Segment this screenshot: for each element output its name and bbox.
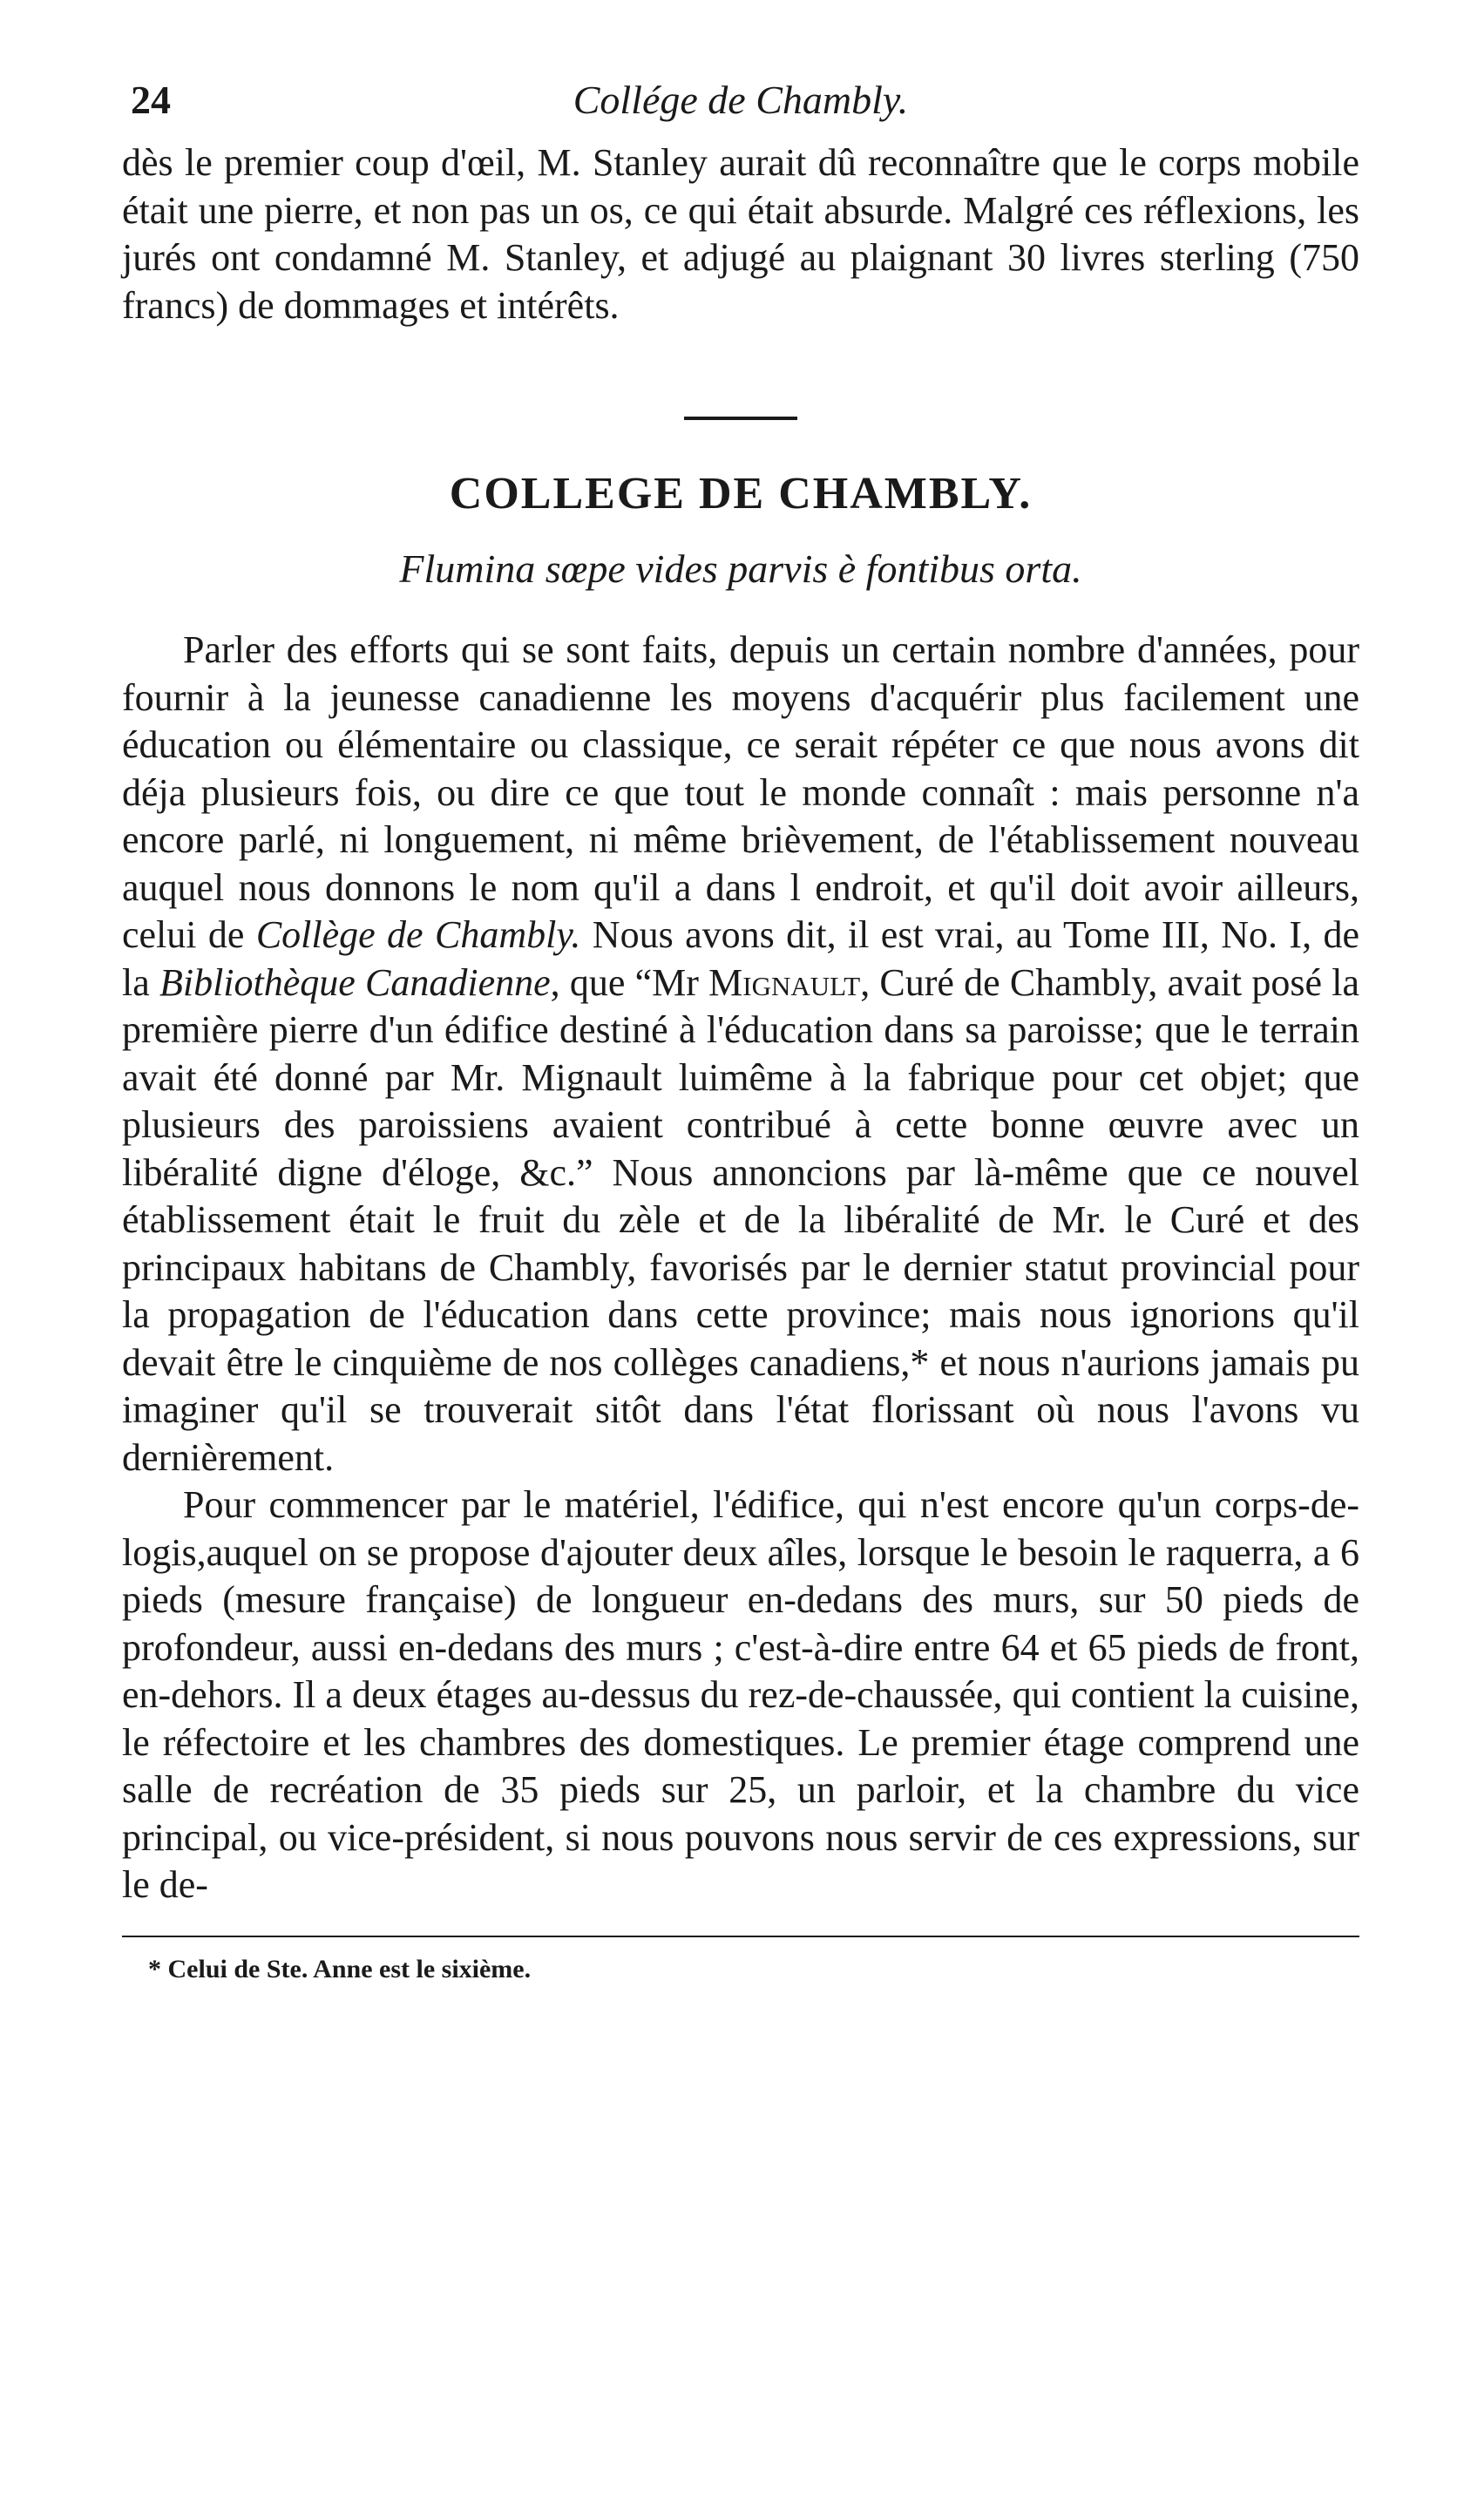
body-paragraph-1 — [122, 627, 1359, 1482]
paragraph-text: Parler des efforts qui se sont faits, depuis un certain nombre d'années, pour fournir à la jeunesse canadienne les moyens d'acquérir plus facilement une éducation ou élémentaire ou classique, ce serait répéter ce que nous avons dit déja plusieurs fois, ou dire ce que tout le monde connaît : mais personne n'a encore parlé, ni longuement, ni même brièvement, de l'établissement nouveau auquel nous donnons le nom qu'il a dans l endroit, et qu'il doit avoir ailleurs, celui de — [122, 628, 1359, 956]
college-name: Collège de Chambly. — [255, 913, 581, 956]
epigraph: Flumina sœpe vides parvis è fontibus orta. — [399, 546, 1082, 591]
paragraph-text: , que “Mr — [550, 960, 709, 1004]
page-number: 24 — [131, 78, 171, 122]
document-page — [122, 70, 1359, 1984]
section-title: COLLEGE DE CHAMBLY. — [449, 469, 1033, 519]
continuation-paragraph: dès le premier coup d'œil, M. Stanley aurait dû reconnaître que le corps mobile était une pierre, et non pas un os, ce qui était absurde. Malgré ces réflexions, les jurés ont condamné M. Stanley, et adjugé au plaignant 30 livres sterling (750 francs) de dommages et intérêts. — [122, 141, 1359, 327]
section-divider — [684, 417, 797, 420]
person-name: Mignault — [708, 960, 861, 1004]
footnote-divider — [122, 1936, 1359, 1937]
body-paragraph-2: Pour commencer par le matériel, l'édifice, qui n'est encore qu'un corps-de-logis,auquel on se propose d'ajouter deux aîles, lorsque le besoin le raquerra, a 6 pieds (mesure française) de longueur en-dedans des murs, sur 50 pieds de profondeur, aussi en-dedans des murs ; c'est-à-dire entre 64 et 65 pieds de front, en-dehors. Il a deux étages au-dessus du rez-de-chaussée, qui contient la cuisine, le réfectoire et les chambres des domestiques. Le premier étage comprend une salle de recréation de 35 pieds sur 25, un parloir, et la chambre du vice principal, ou vice-président, si nous pouvons nous servir de ces expressions, sur le de- — [122, 1483, 1359, 1906]
running-title: Collége de Chambly. — [573, 78, 909, 122]
footnote: * Celui de Ste. Anne est le sixième. — [148, 1954, 532, 1983]
running-head — [122, 70, 1359, 139]
paragraph-text: Nous avons dit, il est vrai, au Tome III, No. I, de la — [122, 913, 1359, 1004]
journal-name: Bibliothèque Canadienne — [159, 960, 551, 1004]
paragraph-text: , Curé de Chambly, avait posé la première pierre d'un édifice destiné à l'éducation dans sa paroisse; que le terrain avait été donné par Mr. Mignault luimême à la fabrique pour cet objet; que plusieurs des paroissiens avaient contribué à cette bonne œuvre avec un libéralité digne d'éloge, &c.” Nous annoncions par là-même que ce nouvel établissement était le fruit du zèle et de la libéralité de Mr. le Curé et des principaux habitans de Chambly, favorisés par le dernier statut provincial pour la propagation de l'éducation dans cette province; mais nous ignorions qu'il devait être le cinquième de nos collèges canadiens,* et nous n'aurions jamais pu imaginer qu'il se trouverait sitôt dans l'état florissant où nous l'avons vu dernièrement. — [122, 960, 1359, 1479]
